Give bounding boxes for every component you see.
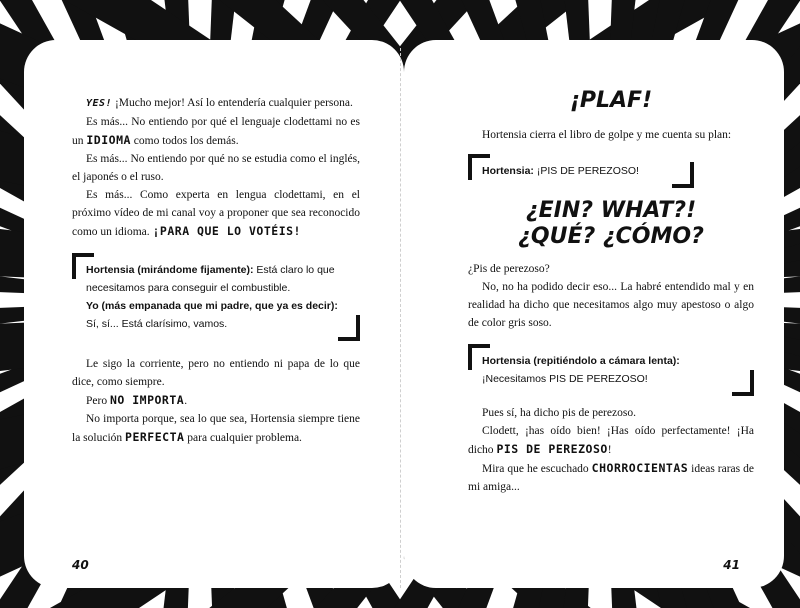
yes-exclamation: YES! [86,98,113,109]
heading-exclamation: ¿EIN? WHAT?! ¿QUÉ? ¿CÓMO? [518,198,704,249]
speaker-label: Hortensia: [482,165,534,177]
emphasis-chorrocientas: CHORROCIENTAS [591,461,689,475]
right-page [404,40,784,588]
emphasis-votar: ¡PARA QUE LO VOTÉIS! [152,224,301,238]
dialogue-line: ¡Necesitamos PIS DE PEREZOSO! [482,373,648,385]
paragraph-text: Clodett, ¡has oído bien! ¡Has oído perfectamente! ¡Ha dicho [468,425,754,456]
paragraph-text: . [184,395,188,407]
bracket-top-left [468,154,490,180]
bracket-top-left [468,344,490,370]
heading-plaf: ¡PLAF! [569,88,653,113]
dialogue-line: Está claro lo que necesitamos para conseguir el combustible. [86,264,335,294]
bracket-bottom-right [338,315,360,341]
paragraph: Hortensia cierra el libro de golpe y me cuenta su plan: [482,129,732,141]
speaker-label: Hortensia (repitiéndolo a cámara lenta): [482,355,680,367]
paragraph: Pues sí, ha dicho pis de perezoso. [482,407,636,419]
dialogue-box [468,348,754,392]
paragraph-text: para cualquier problema. [184,432,302,444]
bracket-bottom-right [672,162,694,188]
paragraph-text: Es más... Como experta en lengua clodettami, en el próximo vídeo de mi canal voy a proponer que sea reconocido como un idioma. [72,189,360,238]
paragraph: ¿Pis de perezoso? [468,263,550,275]
page-number: 40 [72,558,89,572]
right-page-text [468,88,754,496]
emphasis-idioma: IDIOMA [86,133,131,147]
page-number: 41 [723,558,740,572]
left-page-text [72,94,360,447]
dialogue-box [72,257,360,337]
paragraph-text: No importa porque, sea lo que sea, Hortensia siempre tiene la solución [72,413,360,444]
bracket-bottom-right [732,370,754,396]
speaker-label: Hortensia (mirándome fijamente): [86,264,254,276]
paragraph: No, no ha podido decir eso... La habré entendido mal y en realidad ha dicho que necesitamos algo muy apestoso o algo de color gris soso. [468,281,754,329]
paragraph-text: ideas raras de mi amiga... [468,463,754,493]
dialogue-box [468,158,694,184]
paragraph-text: Mira que he escuchado [482,463,592,475]
dialogue-line: ¡PIS DE PEREZOSO! [533,165,639,177]
paragraph: Es más... No entiendo por qué no se estudia como el inglés, el japonés o el ruso. [72,153,360,183]
emphasis-pis-de-perezoso: PIS DE PEREZOSO [496,442,608,456]
paragraph-text: ! [607,444,612,456]
bracket-top-left [72,253,94,279]
emphasis-perfecta: PERFECTA [125,430,185,444]
speaker-label: Yo (más empanada que mi padre, que ya es decir): [86,300,338,312]
emphasis-no-importa: NO IMPORTA [109,393,185,407]
paragraph: Le sigo la corriente, pero no entiendo ni papa de lo que dice, como siempre. [72,358,360,388]
paragraph-text: como todos los demás. [130,135,239,147]
paragraph-text: Es más... No entiendo por qué el lenguaje clodettami no es un [72,116,360,147]
paragraph-text: ¡Mucho mejor! Así lo entendería cualquier persona. [112,97,353,109]
dialogue-line: Sí, sí... Está clarísimo, vamos. [86,318,228,330]
paragraph-text: Pero [86,395,110,407]
left-page [24,40,404,588]
book-gutter [400,48,401,588]
